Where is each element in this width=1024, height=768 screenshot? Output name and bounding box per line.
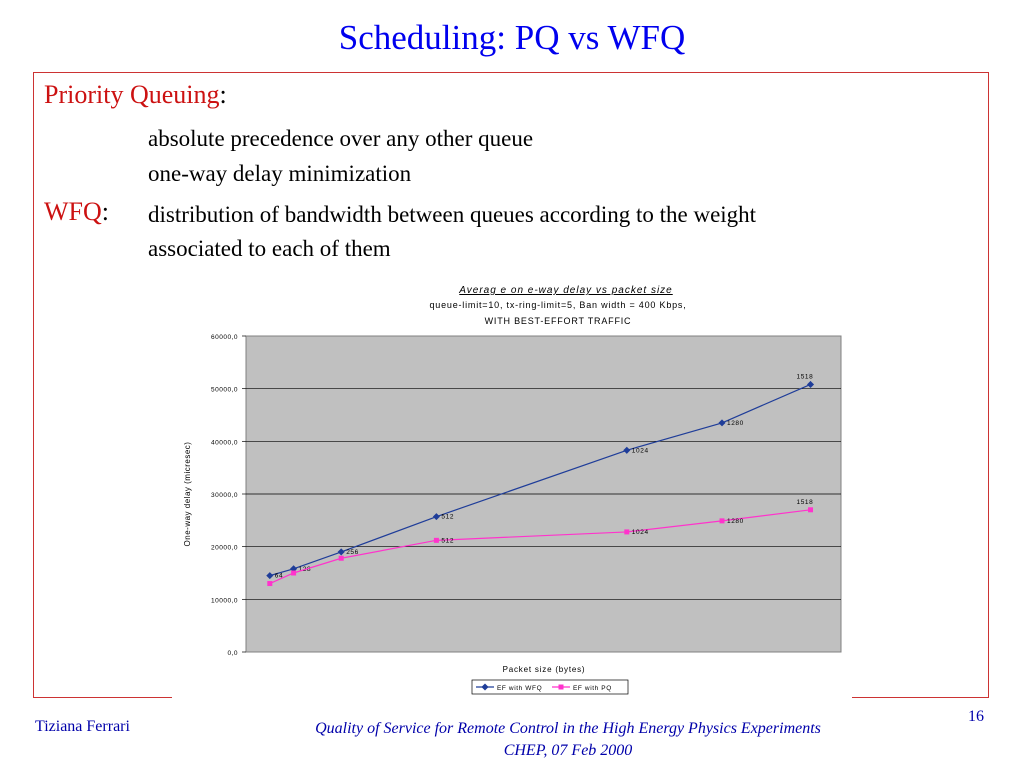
page-number: 16 xyxy=(968,708,984,725)
y-tick-label: 10000,0 xyxy=(211,597,238,605)
pq-heading: Priority Queuing xyxy=(44,80,220,109)
data-label: 1280 xyxy=(727,517,744,525)
data-point-pq xyxy=(339,556,344,561)
y-tick-label: 50000,0 xyxy=(211,386,238,394)
pq-colon: : xyxy=(219,80,227,109)
data-point-pq xyxy=(267,581,272,586)
data-point-pq xyxy=(434,538,439,543)
slide-title: Scheduling: PQ vs WFQ xyxy=(338,18,686,57)
legend-marker-pq xyxy=(559,685,564,690)
data-label: 1518 xyxy=(796,498,814,506)
y-tick-label: 30000,0 xyxy=(211,492,238,499)
y-tick-label: 0,0 xyxy=(227,650,238,657)
data-point-pq xyxy=(808,507,813,512)
pq-bullet-2: one-way delay minimization xyxy=(148,161,412,186)
y-axis-ticks xyxy=(211,334,246,657)
data-point-pq xyxy=(291,571,296,576)
data-label: 128 xyxy=(298,565,312,573)
y-tick-label: 20000,0 xyxy=(211,544,238,552)
data-label: 256 xyxy=(346,548,359,556)
data-point-pq xyxy=(720,518,725,523)
wfq-heading-line xyxy=(44,197,109,227)
chart-subtitle-2: WITH BEST-EFFORT TRAFFIC xyxy=(484,316,632,326)
chart-subtitle-1: queue-limit=10, tx-ring-limit=5, Ban width = 400 Kbps, xyxy=(429,300,687,310)
data-label: 1024 xyxy=(631,447,649,455)
pq-bullet-1: absolute precedence over any other queue xyxy=(148,126,534,151)
chart-title: Averag e on e-way delay vs packet size xyxy=(459,285,673,296)
data-point-pq xyxy=(624,529,629,534)
footer-line-1: Quality of Service for Remote Control in the High Energy Physics Experiments xyxy=(315,720,821,737)
y-tick-label: 60000,0 xyxy=(211,334,238,341)
footer-event xyxy=(230,718,906,762)
legend-label-wfq: EF with WFQ xyxy=(497,685,543,692)
legend-label-pq: EF with PQ xyxy=(573,685,612,692)
wfq-colon: : xyxy=(101,197,110,226)
footer-author: Tiziana Ferrari xyxy=(35,718,130,735)
footer-line-2: CHEP, 07 Feb 2000 xyxy=(503,742,633,759)
data-label: 512 xyxy=(441,537,455,545)
data-label: 1024 xyxy=(631,528,649,536)
data-label: 512 xyxy=(441,513,455,521)
data-label: 64 xyxy=(274,572,284,580)
pq-heading-line xyxy=(44,80,227,110)
y-tick-label: 40000,0 xyxy=(211,439,238,447)
wfq-text-1: distribution of bandwidth between queues according to the weight xyxy=(148,202,757,227)
chart-legend xyxy=(472,680,628,694)
wfq-heading: WFQ xyxy=(44,197,102,226)
delay-chart xyxy=(172,278,852,700)
chart-container xyxy=(172,278,852,700)
y-axis-label: One-way delay (micresec) xyxy=(183,441,192,547)
data-label: 1518 xyxy=(796,373,814,381)
data-label: 1280 xyxy=(727,419,744,427)
wfq-text-2: associated to each of them xyxy=(148,236,391,261)
x-axis-label: Packet size (bytes) xyxy=(502,665,586,674)
